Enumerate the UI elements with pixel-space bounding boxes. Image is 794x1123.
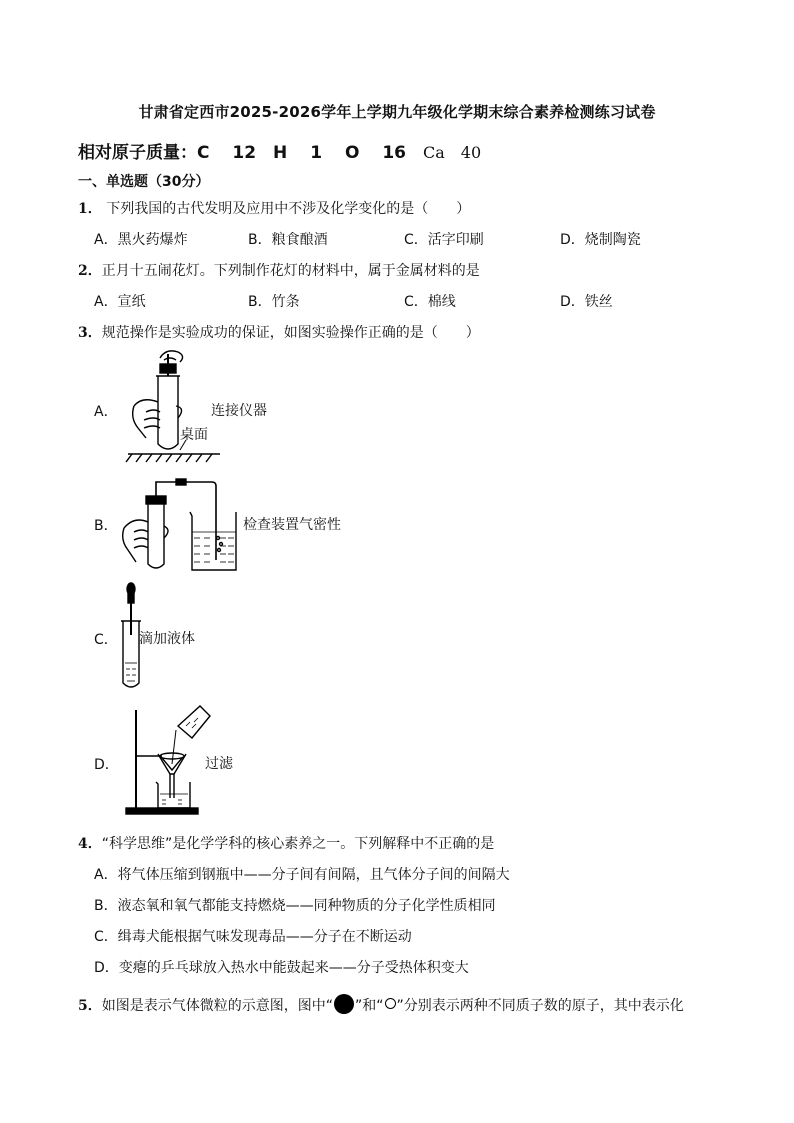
- q3-option-d-label: 过滤: [205, 756, 233, 772]
- q3-option-c-letter[interactable]: C．: [94, 632, 118, 648]
- question-4-number: 4．: [78, 836, 102, 852]
- q3-figure-b-airtightness-check: [120, 476, 250, 574]
- q1-option-d[interactable]: D．烧制陶瓷: [560, 232, 641, 248]
- q3-option-a-letter[interactable]: A．: [94, 404, 118, 420]
- section-heading-single-choice: 一、单选题（30分）: [78, 174, 210, 190]
- question-4-text: “科学思维”是化学学科的核心素养之一。下列解释中不正确的是: [101, 836, 495, 852]
- q2-option-a[interactable]: A．宣纸: [94, 294, 146, 310]
- question-3-text: 规范操作是实验成功的保证，如图实验操作正确的是（ ）: [101, 325, 480, 341]
- q3-option-a-label: 连接仪器: [211, 403, 267, 419]
- question-4: [78, 833, 494, 853]
- q3-option-b-letter[interactable]: B．: [94, 518, 118, 534]
- atomic-mass-line: [78, 138, 481, 163]
- question-5: [78, 994, 684, 1015]
- question-2: [78, 260, 480, 280]
- atomic-mass-text: 相对原子质量：C 12 H 1 O 16: [78, 143, 423, 163]
- q2-option-d[interactable]: D．铁丝: [560, 294, 613, 310]
- filled-atom-icon: [334, 994, 354, 1014]
- q4-option-a[interactable]: A．将气体压缩到钢瓶中——分子间有间隔，且气体分子间的间隔大: [94, 867, 510, 883]
- atomic-mass-ca: Ca 40: [422, 143, 482, 162]
- q4-option-c[interactable]: C．缉毒犬能根据气味发现毒品——分子在不断运动: [94, 929, 412, 945]
- question-5-text-c: ”分别表示两种不同质子数的原子，其中表示化: [396, 998, 684, 1014]
- question-2-number: 2．: [78, 263, 102, 279]
- q3-option-b-label: 检查装置气密性: [243, 517, 341, 533]
- q3-figure-d-filtration: [120, 704, 212, 820]
- question-5-text-b: ”和“: [355, 998, 384, 1014]
- question-1: [78, 198, 470, 218]
- exam-title: 甘肃省定西市2025-2026学年上学期九年级化学期末综合素养检测练习试卷: [138, 103, 656, 121]
- q4-option-d[interactable]: D．变瘪的乒乓球放入热水中能鼓起来——分子受热体积变大: [94, 960, 469, 976]
- hollow-atom-icon: [385, 998, 396, 1009]
- q2-option-b[interactable]: B．竹条: [248, 294, 300, 310]
- question-5-text-a: 如图是表示气体微粒的示意图，图中“: [101, 998, 334, 1014]
- q3-option-c-label: 滴加液体: [139, 631, 195, 647]
- q3-option-d-letter[interactable]: D．: [94, 757, 119, 773]
- question-5-number: 5．: [78, 998, 102, 1014]
- q3-option-a-desk-label: 桌面: [180, 427, 208, 443]
- q4-option-b[interactable]: B．液态氧和氧气都能支持燃烧——同种物质的分子化学性质相同: [94, 898, 496, 914]
- question-1-number: 1．: [78, 201, 102, 217]
- q1-option-b[interactable]: B．粮食酿酒: [248, 232, 328, 248]
- question-3-number: 3．: [78, 325, 102, 341]
- q2-option-c[interactable]: C．棉线: [404, 294, 456, 310]
- q1-option-c[interactable]: C．活字印刷: [404, 232, 484, 248]
- question-2-text: 正月十五闹花灯。下列制作花灯的材料中，属于金属材料的是: [101, 263, 480, 279]
- q1-option-a[interactable]: A．黑火药爆炸: [94, 232, 188, 248]
- question-1-text: 下列我国的古代发明及应用中不涉及化学变化的是（ ）: [101, 201, 471, 217]
- question-3: [78, 322, 480, 342]
